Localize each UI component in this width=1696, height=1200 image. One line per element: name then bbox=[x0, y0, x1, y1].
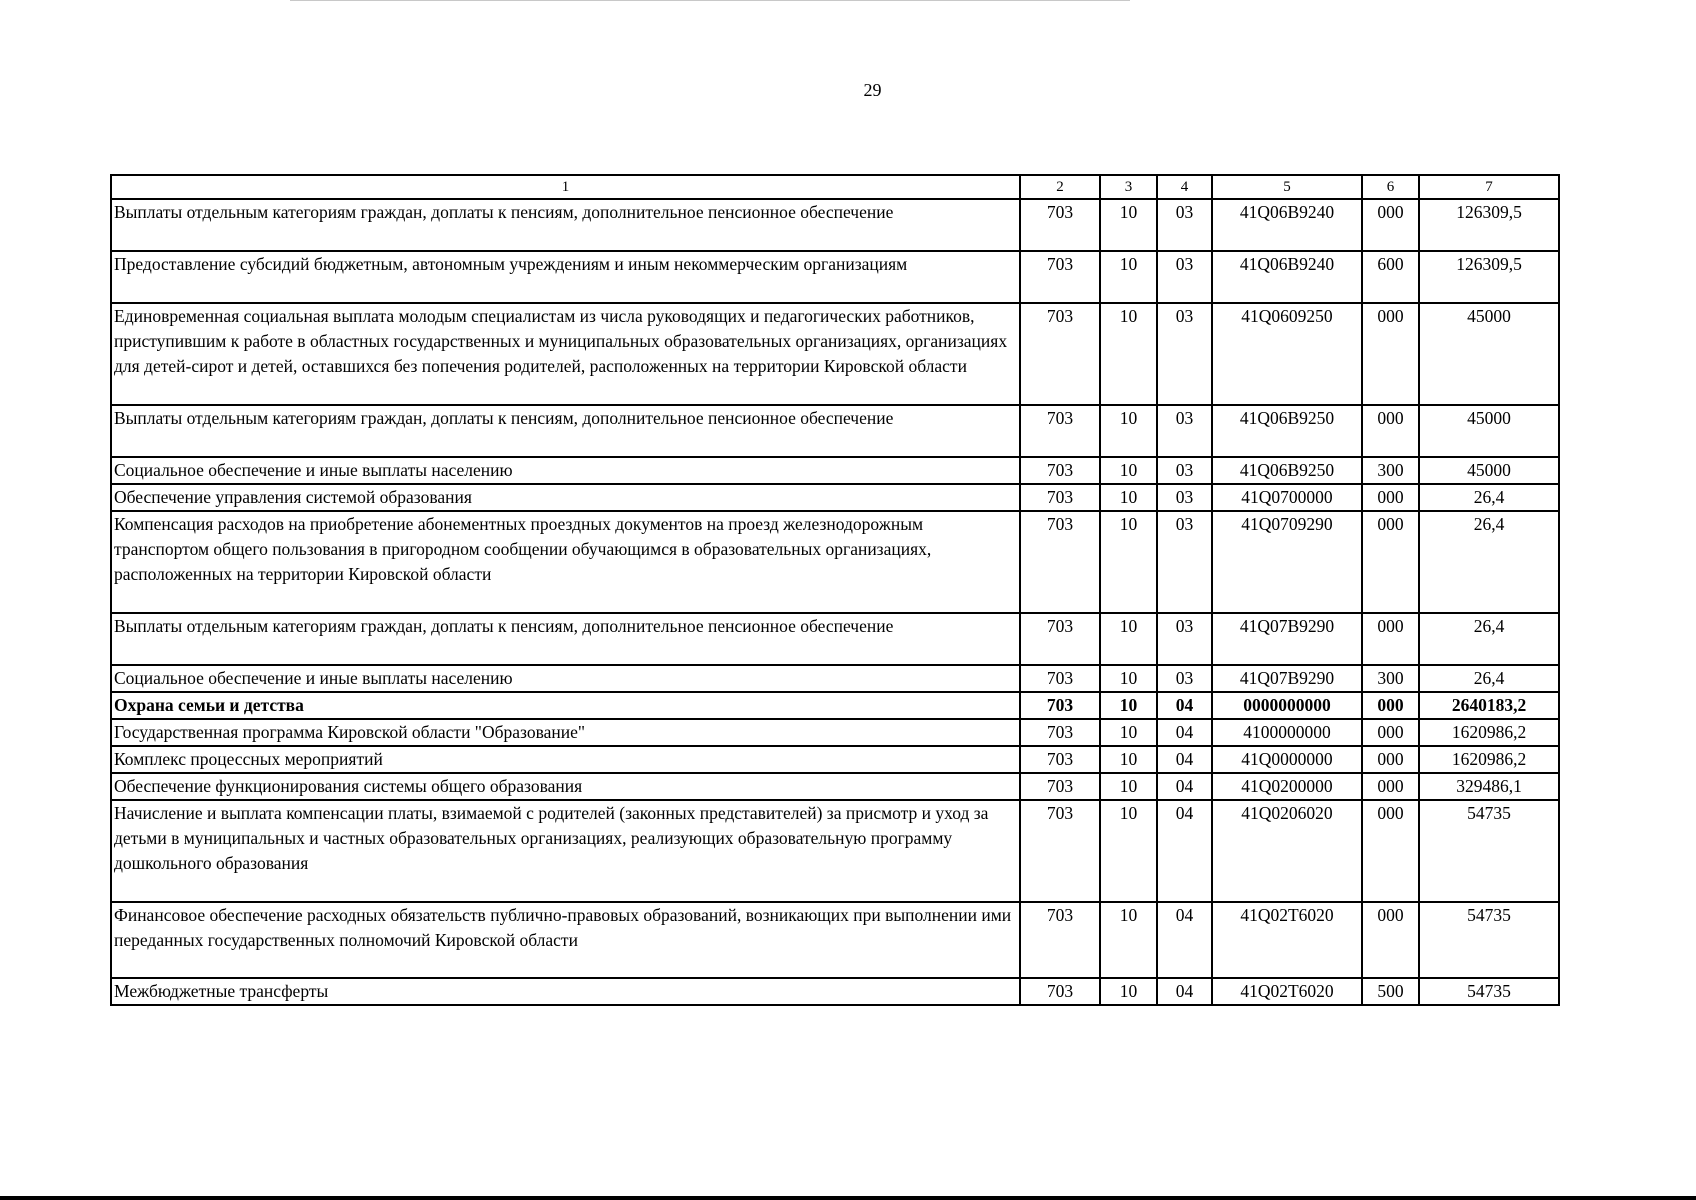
table-row bbox=[111, 746, 1559, 773]
header-col-3: 3 bbox=[1100, 175, 1157, 199]
row-c7-cell: 126309,5 bbox=[1419, 199, 1559, 251]
row-c4-cell: 04 bbox=[1157, 978, 1212, 1005]
table-row bbox=[111, 902, 1559, 978]
table-row bbox=[111, 511, 1559, 613]
row-c6-cell: 000 bbox=[1362, 773, 1419, 800]
row-c2-cell: 703 bbox=[1020, 746, 1100, 773]
row-c5-cell: 0000000000 bbox=[1212, 692, 1362, 719]
row-name-cell: Финансовое обеспечение расходных обязательств публично-правовых образований, возникающих при выполнении ими переданных государственных полномочий Кировской области bbox=[111, 902, 1020, 978]
header-col-4: 4 bbox=[1157, 175, 1212, 199]
row-c3-cell: 10 bbox=[1100, 511, 1157, 613]
row-c6-cell: 600 bbox=[1362, 251, 1419, 303]
row-name-cell: Обеспечение управления системой образования bbox=[111, 484, 1020, 511]
header-col-2: 2 bbox=[1020, 175, 1100, 199]
row-name-cell: Предоставление субсидий бюджетным, автономным учреждениям и иным некоммерческим организациям bbox=[111, 251, 1020, 303]
row-c2-cell: 703 bbox=[1020, 199, 1100, 251]
row-c7-cell: 54735 bbox=[1419, 800, 1559, 902]
table-row bbox=[111, 484, 1559, 511]
row-c4-cell: 04 bbox=[1157, 800, 1212, 902]
row-c2-cell: 703 bbox=[1020, 484, 1100, 511]
row-c4-cell: 03 bbox=[1157, 484, 1212, 511]
row-name-cell: Начисление и выплата компенсации платы, взимаемой с родителей (законных представителей) за присмотр и уход за детьми в муниципальных и частных образовательных организациях, реализующих образовательную программу дошкольного образования bbox=[111, 800, 1020, 902]
row-c6-cell: 000 bbox=[1362, 800, 1419, 902]
table-row bbox=[111, 800, 1559, 902]
row-c3-cell: 10 bbox=[1100, 199, 1157, 251]
table-row bbox=[111, 719, 1559, 746]
scan-bottom-edge bbox=[0, 1196, 1696, 1200]
row-c6-cell: 000 bbox=[1362, 746, 1419, 773]
row-c2-cell: 703 bbox=[1020, 719, 1100, 746]
row-c3-cell: 10 bbox=[1100, 800, 1157, 902]
row-name-cell: Единовременная социальная выплата молодым специалистам из числа руководящих и педагогических работников, приступившим к работе в областных государственных и муниципальных образовательных организациях, организациях для детей-сирот и детей, оставшихся без попечения родителей, расположенных на территории Кировской области bbox=[111, 303, 1020, 405]
row-c6-cell: 300 bbox=[1362, 457, 1419, 484]
row-c2-cell: 703 bbox=[1020, 665, 1100, 692]
row-c5-cell: 41Q0000000 bbox=[1212, 746, 1362, 773]
row-name-cell: Комплекс процессных мероприятий bbox=[111, 746, 1020, 773]
row-c4-cell: 04 bbox=[1157, 773, 1212, 800]
row-c6-cell: 000 bbox=[1362, 692, 1419, 719]
row-c3-cell: 10 bbox=[1100, 746, 1157, 773]
row-c6-cell: 000 bbox=[1362, 484, 1419, 511]
row-c2-cell: 703 bbox=[1020, 405, 1100, 457]
row-c5-cell: 41Q02T6020 bbox=[1212, 902, 1362, 978]
row-c2-cell: 703 bbox=[1020, 251, 1100, 303]
row-c3-cell: 10 bbox=[1100, 405, 1157, 457]
table-row bbox=[111, 199, 1559, 251]
row-c7-cell: 329486,1 bbox=[1419, 773, 1559, 800]
scan-top-rule bbox=[290, 0, 1130, 1]
row-c3-cell: 10 bbox=[1100, 692, 1157, 719]
row-c6-cell: 000 bbox=[1362, 199, 1419, 251]
table-row bbox=[111, 405, 1559, 457]
table-header-row bbox=[111, 175, 1559, 199]
row-c7-cell: 26,4 bbox=[1419, 484, 1559, 511]
row-c6-cell: 000 bbox=[1362, 405, 1419, 457]
table-row bbox=[111, 457, 1559, 484]
row-c5-cell: 41Q06B9250 bbox=[1212, 457, 1362, 484]
row-name-cell: Компенсация расходов на приобретение абонементных проездных документов на проезд железнодорожным транспортом общего пользования в пригородном сообщении обучающимся в образовательных организациях, расположенных на территории Кировской области bbox=[111, 511, 1020, 613]
table-row bbox=[111, 613, 1559, 665]
row-c2-cell: 703 bbox=[1020, 978, 1100, 1005]
row-c2-cell: 703 bbox=[1020, 692, 1100, 719]
row-c3-cell: 10 bbox=[1100, 978, 1157, 1005]
row-c3-cell: 10 bbox=[1100, 457, 1157, 484]
row-c7-cell: 1620986,2 bbox=[1419, 719, 1559, 746]
row-c2-cell: 703 bbox=[1020, 511, 1100, 613]
row-c7-cell: 45000 bbox=[1419, 405, 1559, 457]
row-c7-cell: 45000 bbox=[1419, 457, 1559, 484]
row-c2-cell: 703 bbox=[1020, 303, 1100, 405]
row-c5-cell: 41Q0700000 bbox=[1212, 484, 1362, 511]
row-c7-cell: 54735 bbox=[1419, 978, 1559, 1005]
row-c7-cell: 45000 bbox=[1419, 303, 1559, 405]
row-c4-cell: 03 bbox=[1157, 405, 1212, 457]
row-c5-cell: 41Q0206020 bbox=[1212, 800, 1362, 902]
row-c7-cell: 26,4 bbox=[1419, 613, 1559, 665]
row-c2-cell: 703 bbox=[1020, 773, 1100, 800]
row-c5-cell: 41Q0709290 bbox=[1212, 511, 1362, 613]
row-c5-cell: 4100000000 bbox=[1212, 719, 1362, 746]
row-c4-cell: 03 bbox=[1157, 251, 1212, 303]
row-c3-cell: 10 bbox=[1100, 665, 1157, 692]
row-c2-cell: 703 bbox=[1020, 800, 1100, 902]
row-c7-cell: 126309,5 bbox=[1419, 251, 1559, 303]
row-c2-cell: 703 bbox=[1020, 613, 1100, 665]
row-name-cell: Социальное обеспечение и иные выплаты населению bbox=[111, 665, 1020, 692]
row-c3-cell: 10 bbox=[1100, 613, 1157, 665]
table-row bbox=[111, 692, 1559, 719]
row-name-cell: Государственная программа Кировской области "Образование" bbox=[111, 719, 1020, 746]
table-row bbox=[111, 978, 1559, 1005]
header-col-6: 6 bbox=[1362, 175, 1419, 199]
row-c4-cell: 03 bbox=[1157, 199, 1212, 251]
row-c6-cell: 000 bbox=[1362, 719, 1419, 746]
row-c2-cell: 703 bbox=[1020, 902, 1100, 978]
header-col-5: 5 bbox=[1212, 175, 1362, 199]
row-c6-cell: 500 bbox=[1362, 978, 1419, 1005]
row-c3-cell: 10 bbox=[1100, 902, 1157, 978]
page-number: 29 bbox=[863, 80, 882, 100]
header-col-1: 1 bbox=[111, 175, 1020, 199]
row-c4-cell: 04 bbox=[1157, 719, 1212, 746]
row-c4-cell: 03 bbox=[1157, 457, 1212, 484]
row-c5-cell: 41Q0609250 bbox=[1212, 303, 1362, 405]
row-name-cell: Обеспечение функционирования системы общего образования bbox=[111, 773, 1020, 800]
row-name-cell: Социальное обеспечение и иные выплаты населению bbox=[111, 457, 1020, 484]
row-c3-cell: 10 bbox=[1100, 719, 1157, 746]
budget-table bbox=[110, 174, 1560, 1006]
row-c5-cell: 41Q0200000 bbox=[1212, 773, 1362, 800]
row-c5-cell: 41Q07B9290 bbox=[1212, 665, 1362, 692]
row-c3-cell: 10 bbox=[1100, 303, 1157, 405]
row-c5-cell: 41Q06B9240 bbox=[1212, 251, 1362, 303]
row-c5-cell: 41Q06B9240 bbox=[1212, 199, 1362, 251]
row-c3-cell: 10 bbox=[1100, 484, 1157, 511]
row-c3-cell: 10 bbox=[1100, 773, 1157, 800]
row-c7-cell: 2640183,2 bbox=[1419, 692, 1559, 719]
row-c5-cell: 41Q06B9250 bbox=[1212, 405, 1362, 457]
table-body bbox=[111, 199, 1559, 1005]
row-c7-cell: 54735 bbox=[1419, 902, 1559, 978]
row-name-cell: Выплаты отдельным категориям граждан, доплаты к пенсиям, дополнительное пенсионное обеспечение bbox=[111, 613, 1020, 665]
row-name-cell: Выплаты отдельным категориям граждан, доплаты к пенсиям, дополнительное пенсионное обеспечение bbox=[111, 199, 1020, 251]
row-c5-cell: 41Q02T6020 bbox=[1212, 978, 1362, 1005]
row-c6-cell: 300 bbox=[1362, 665, 1419, 692]
row-name-cell: Выплаты отдельным категориям граждан, доплаты к пенсиям, дополнительное пенсионное обеспечение bbox=[111, 405, 1020, 457]
row-c4-cell: 04 bbox=[1157, 902, 1212, 978]
row-c3-cell: 10 bbox=[1100, 251, 1157, 303]
table-row bbox=[111, 303, 1559, 405]
table-row bbox=[111, 773, 1559, 800]
row-c4-cell: 03 bbox=[1157, 665, 1212, 692]
row-c4-cell: 04 bbox=[1157, 746, 1212, 773]
row-c7-cell: 26,4 bbox=[1419, 665, 1559, 692]
row-c4-cell: 03 bbox=[1157, 303, 1212, 405]
header-col-7: 7 bbox=[1419, 175, 1559, 199]
table-row bbox=[111, 251, 1559, 303]
row-c2-cell: 703 bbox=[1020, 457, 1100, 484]
row-name-cell: Охрана семьи и детства bbox=[111, 692, 1020, 719]
row-c4-cell: 03 bbox=[1157, 511, 1212, 613]
row-c4-cell: 04 bbox=[1157, 692, 1212, 719]
row-name-cell: Межбюджетные трансферты bbox=[111, 978, 1020, 1005]
row-c6-cell: 000 bbox=[1362, 613, 1419, 665]
row-c4-cell: 03 bbox=[1157, 613, 1212, 665]
row-c5-cell: 41Q07B9290 bbox=[1212, 613, 1362, 665]
row-c7-cell: 26,4 bbox=[1419, 511, 1559, 613]
row-c6-cell: 000 bbox=[1362, 902, 1419, 978]
row-c7-cell: 1620986,2 bbox=[1419, 746, 1559, 773]
row-c6-cell: 000 bbox=[1362, 303, 1419, 405]
row-c6-cell: 000 bbox=[1362, 511, 1419, 613]
table-row bbox=[111, 665, 1559, 692]
